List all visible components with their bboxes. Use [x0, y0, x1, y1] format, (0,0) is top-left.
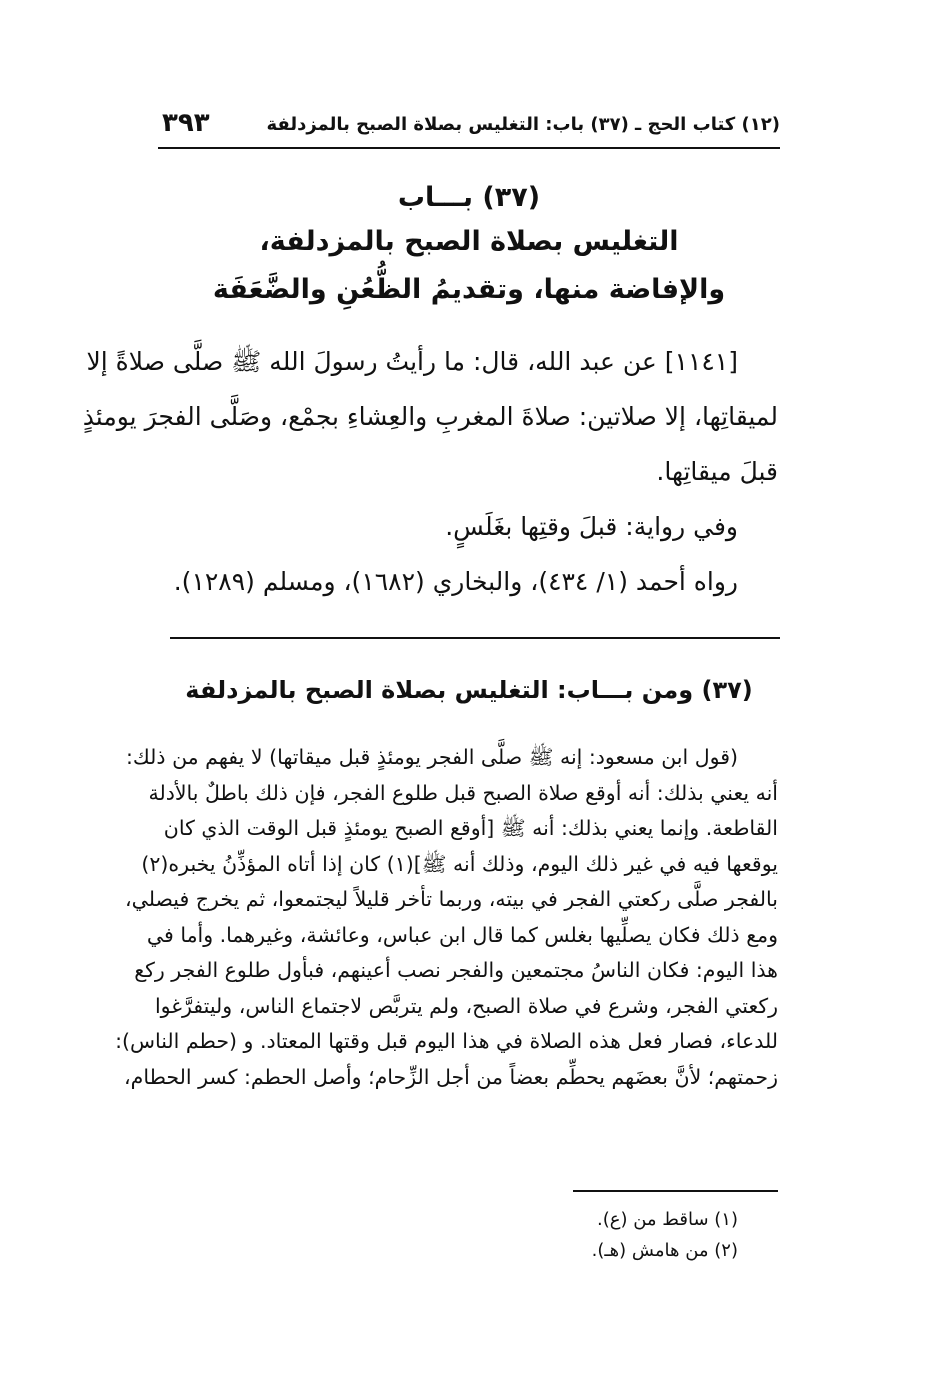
- chapter-heading: [150, 178, 788, 314]
- chapter-title-line-1: التغليس بصلاة الصبح بالمزدلفة،: [259, 226, 679, 257]
- page-number: ٣٩٣: [162, 108, 210, 138]
- hadith-line: قبلَ ميقاتِها.: [656, 457, 778, 486]
- chapter-title-line-2: والإفاضة منها، وتقديمُ الظُّعُنِ والضَّعَفَة: [212, 274, 726, 305]
- commentary-line: يوقعها فيه في غير ذلك اليوم، وذلك أنه ﷺ](١) كان إذا أتاه المؤذِّنُ يخبره(٢): [141, 851, 778, 876]
- commentary-line: ومع ذلك فكان يصلِّيها بغلس كما قال ابن عباس، وعائشة، وغيرهما. وأما في: [146, 922, 778, 947]
- running-header: [158, 108, 780, 142]
- footnotes: [160, 1204, 778, 1266]
- commentary-line: القاطعة. وإنما يعني بذلك: أنه ﷺ [أوقع الصبح يومئذٍ قبل الوقت الذي كان: [163, 816, 778, 840]
- hadith-text: [82, 334, 778, 609]
- commentary-line: ركعتي الفجر، وشرع في صلاة الصبح، ولم يتربَّص لاجتماع الناس، وليتفرَّغوا: [154, 993, 778, 1018]
- footnote-rule: [573, 1190, 778, 1192]
- hadith-line: لميقاتِها، إلا صلاتين: صلاةَ المغربِ والعِشاءِ بجمْع، وصَلَّى الفجرَ يومئذٍ: [82, 402, 778, 431]
- commentary-heading: (٣٧) ومن بـــاب: التغليس بصلاة الصبح بالمزدلفة: [185, 676, 753, 704]
- commentary-text: [115, 740, 778, 1095]
- chapter-number: (٣٧) بـــاب: [397, 182, 541, 213]
- header-title: (١٢) كتاب الحج ـ (٣٧) باب: التغليس بصلاة الصبح بالمزدلفة: [266, 114, 780, 135]
- commentary-line: زحمتهم؛ لأنَّ بعضَهم يحطِّم بعضاً من أجل الزِّحام؛ وأصل الحطم: كسر الحطام،: [124, 1064, 778, 1089]
- commentary-line: (قول ابن مسعود: إنه ﷺ صلَّى الفجر يومئذٍ قبل ميقاتها) لا يفهم من ذلك:: [126, 745, 738, 769]
- hadith-variant: وفي رواية: قبلَ وقتِها بغَلَسٍ.: [445, 512, 738, 541]
- commentary-line: للدعاء، فصار فعل هذه الصلاة في هذا اليوم قبل وقتها المعتاد. و (حطم الناس):: [115, 1029, 778, 1053]
- header-rule: [158, 147, 780, 149]
- section-divider: [170, 637, 780, 639]
- hadith-source: رواه أحمد (١/ ٤٣٤)، والبخاري (١٦٨٢)، ومسلم (١٢٨٩).: [173, 567, 738, 596]
- commentary-line: بالفجر صلَّى ركعتي الفجر في بيته، وربما تأخر قليلاً ليجتمعوا، ثم يخرج فيصلي،: [125, 887, 778, 911]
- footnote: (١) ساقط من (ع).: [597, 1209, 738, 1230]
- commentary-line: هذا اليوم: فكان الناسُ مجتمعين والفجر نصب أعينهم، فبأول طلوع الفجر ركع: [134, 958, 778, 982]
- hadith-line: [١١٤١] عن عبد الله، قال: ما رأيتُ رسولَ الله ﷺ صلَّى صلاةً إلا: [86, 347, 738, 376]
- commentary-line: أنه يعني بذلك: أنه أوقع صلاة الصبح قبل طلوع الفجر، فإن ذلك باطلٌ بالأدلة: [148, 780, 778, 805]
- footnote: (٢) من هامش (هـ).: [591, 1240, 738, 1261]
